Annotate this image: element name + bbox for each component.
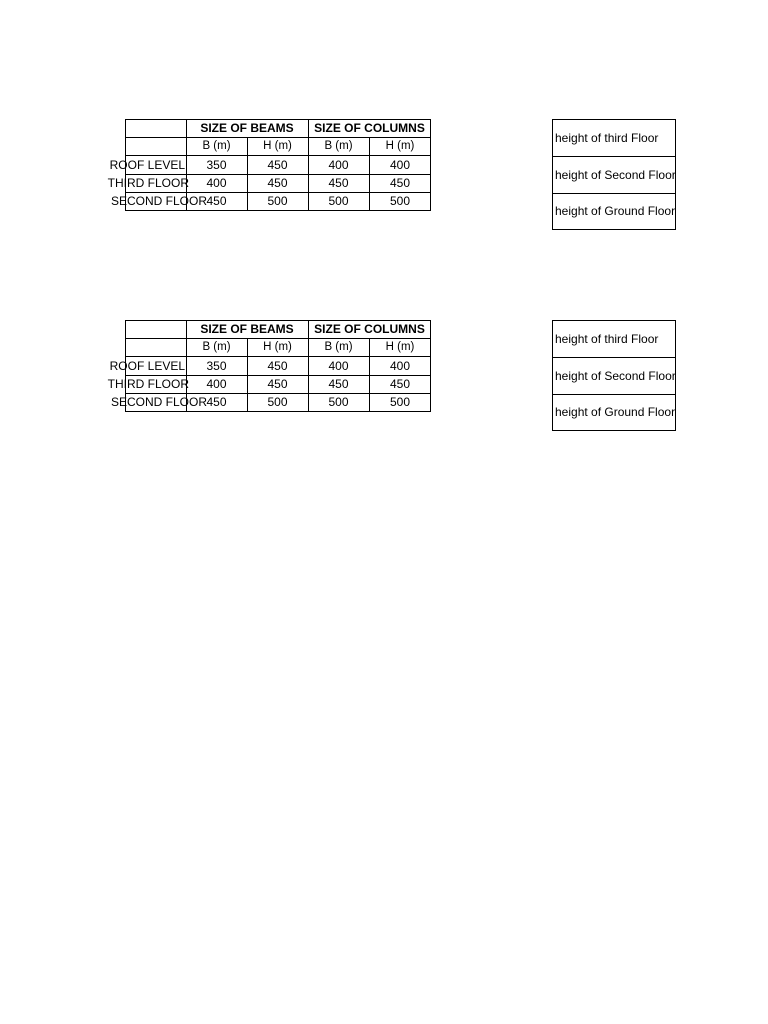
beams-header: SIZE OF BEAMS [200,121,294,135]
row-label-third-floor: THIRD FLOOR [107,377,189,391]
table-cell: 500 [328,395,349,409]
table-cell: 400 [328,359,349,373]
beams-header: SIZE OF BEAMS [200,322,294,336]
table-cell: 450 [389,176,411,190]
floor-heights-box [552,119,676,230]
table-cell: 500 [328,194,349,208]
table-cell: 450 [328,377,349,391]
table-cell: 450 [206,194,227,208]
subheader-beam-h: H (m) [263,140,292,152]
subheader-column-b: B (m) [324,140,353,152]
columns-header: SIZE OF COLUMNS [314,121,425,135]
height-third-floor: height of third Floor [555,332,659,346]
row-label-second-floor: SECOND FLOOR [110,194,207,208]
table-cell: 400 [389,158,411,172]
height-ground-floor: height of Ground Floor [555,204,676,218]
row-label-second-floor: SECOND FLOOR [110,395,207,409]
table-cell: 500 [267,194,288,208]
height-second-floor: height of Second Floor [555,168,676,182]
table-cell: 500 [267,395,288,409]
floor-heights-box [552,320,676,431]
member-sizes-table [107,320,431,412]
subheader-beam-b: B (m) [202,341,231,353]
table-cell: 400 [206,176,227,190]
subheader-beam-h: H (m) [263,341,292,353]
height-ground-floor: height of Ground Floor [555,405,676,419]
row-label-roof-level: ROOF LEVEL [109,158,185,172]
table-cell: 450 [267,176,288,190]
row-label-roof-level: ROOF LEVEL [109,359,185,373]
table-cell: 350 [206,158,227,172]
height-second-floor: height of Second Floor [555,369,676,383]
member-sizes-table [107,119,431,211]
table-cell: 400 [389,359,411,373]
subheader-column-h: H (m) [385,341,415,353]
subheader-column-h: H (m) [385,140,415,152]
table-cell: 450 [267,158,288,172]
table-cell: 450 [206,395,227,409]
table-cell: 450 [267,377,288,391]
columns-header: SIZE OF COLUMNS [314,322,425,336]
table-cell: 500 [389,194,411,208]
table-cell: 450 [328,176,349,190]
height-third-floor: height of third Floor [555,131,659,145]
table-cell: 400 [328,158,349,172]
table-cell: 450 [389,377,411,391]
table-cell: 500 [389,395,411,409]
subheader-beam-b: B (m) [202,140,231,152]
table-cell: 400 [206,377,227,391]
table-cell: 350 [206,359,227,373]
table-cell: 450 [267,359,288,373]
row-label-third-floor: THIRD FLOOR [107,176,189,190]
subheader-column-b: B (m) [324,341,353,353]
